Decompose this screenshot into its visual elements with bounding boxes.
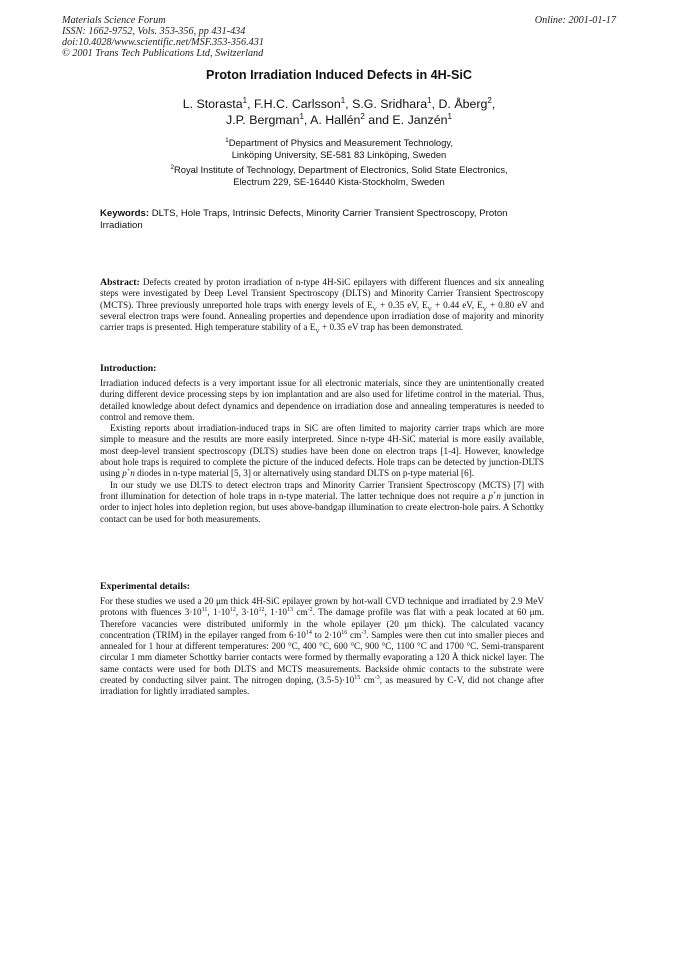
paragraph: In our study we use DLTS to detect electron traps and Minority Carrier Transient Spectroscopy (MCTS) [7] with front illumination for detection of hole traps in n-type material. The latter technique does not require a p+n junction in order to inject holes into depletion region, but uses above-bandgap illumination to create electron-hole pairs. A Schottky contact can be used for both measurements. (100, 479, 544, 524)
keywords-text: DLTS, Hole Traps, Intrinsic Defects, Minority Carrier Transient Spectroscopy, Proton Irradiation (100, 208, 508, 231)
affiliation-1: $^1$Department of Physics and Measurement Technology, Linköping University, SE-581 83 Linköping, Sweden (225, 136, 453, 160)
issn-line: ISSN: 1662-9752, Vols. 353-356, pp 431-434 (62, 26, 246, 37)
paper-title: Proton Irradiation Induced Defects in 4H-SiC (206, 68, 472, 82)
section-heading-introduction: Introduction: (100, 363, 157, 374)
copyright-line: © 2001 Trans Tech Publications Ltd, Switzerland (62, 48, 264, 59)
introduction-text (100, 378, 544, 525)
author: F.H.C. Carlsson (253, 97, 341, 111)
journal-name: Materials Science Forum (62, 15, 166, 26)
author: S.G. Sridhara (352, 97, 428, 111)
author: J.P. Bergman (226, 113, 300, 127)
experimental-text (100, 596, 544, 698)
online-date: Online: 2001-01-17 (534, 15, 616, 26)
paragraph: For these studies we used a 20 μm thick 4H-SiC epilayer grown by hot-wall CVD technique and irradiated by 2.9 MeV protons with fluences $3\cdot 10^{11}$, $1\cdot 10^{12}$, $3\cdot 10^{12}$, $1\cdot 10^{13}$ $cm^{-2}$. The damage profile was flat with a peak located at 60 μm. Therefore vacancies were distributed uniformly in the whole epilayer (20 μm thick). The calculated vacancy concentration (TRIM) in the epilayer ranged from $6\cdot 10^{14}$ to $2\cdot 10^{16}$ $cm^{-3}$. Samples were then cut into smaller pieces and annealed for 1 hour at different temperatures: 200 °C, 400 °C, 600 °C, 900 °C, 1100 °C and 1700 °C. Semi-transparent circular 1 mm diameter Schottky barrier contacts were formed by thermally evaporating a 120 Å thick nickel layer. The same contacts were used for both DLTS and MCTS measurements. Backside ohmic contacts to the substrate were created by conducting silver paint. The nitrogen doping, $(3.5-5)\cdot 10^{15}$ $cm^{-3}$, as measured by C-V, did not change after irradiation for lightly irradiated samples. (100, 596, 544, 697)
author: D. Åberg (438, 97, 488, 111)
author: L. Storasta (182, 97, 243, 111)
keywords (100, 208, 548, 232)
abstract-label: Abstract: (100, 277, 140, 288)
doi-line: doi:10.4028/www.scientific.net/MSF.353-356.431 (62, 37, 264, 48)
affiliation-2: $^2$Royal Institute of Technology, Department of Electronics, Solid State Electronics, Electrum 229, SE-16440 Kista-Stockholm, Sweden (170, 163, 508, 187)
abstract: Abstract: Defects created by proton irradiation of n-type 4H-SiC epilayers with different fluences and six annealing steps were investigated by Deep Level Transient Spectroscopy (DLTS) and Minority Carrier Transient Spectroscopy (MCTS). Three previously unreported hole traps with energy levels of $E_V + 0.35$ eV, $E_V + 0.44$ eV, $E_V + 0.80$ eV and several electron traps were found. Annealing properties and dependence upon irradiation dose of majority and minority carrier traps is presented. High temperature stability of a $E_V + 0.35$ eV trap has been demonstrated. (100, 277, 544, 336)
section-heading-experimental: Experimental details: (100, 581, 191, 592)
paragraph: Existing reports about irradiation-induced traps in SiC are often limited to majority carrier traps which are more simple to measure and the results are more easily interpreted. Since n-type 4H-SiC material is more easily available, most deep-level transient spectroscopy (DLTS) studies have been done on electron traps [1-4]. However, knowledge about hole traps is required to complete the picture of the induced defects. Hole traps can be detected by junction-DLTS using p+n diodes in n-type material [5, 3] or alternatively using standard DLTS on p-type material [6]. (100, 423, 544, 479)
paragraph: Irradiation induced defects is a very important issue for all electronic materials, since they are unintentionally created during different device processing steps by ion implantation and are also used for lifetime control in the material. Thus, detailed knowledge about defect dynamics and dependence on irradiation dose and annealing temperatures is needed to control and remove them. (100, 378, 544, 422)
author: A. Hallén (310, 113, 361, 127)
author: E. Janzén (392, 113, 448, 127)
journal-header (62, 15, 264, 59)
author-list: L. Storasta$^1$, F.H.C. Carlsson$^1$, S.G. Sridhara$^1$, D. Åberg$^2$, J.P. Bergman$^1$, A. Hallén$^2$ and E. Janzén$^1$ (182, 95, 496, 127)
keywords-label: Keywords: (100, 208, 150, 219)
